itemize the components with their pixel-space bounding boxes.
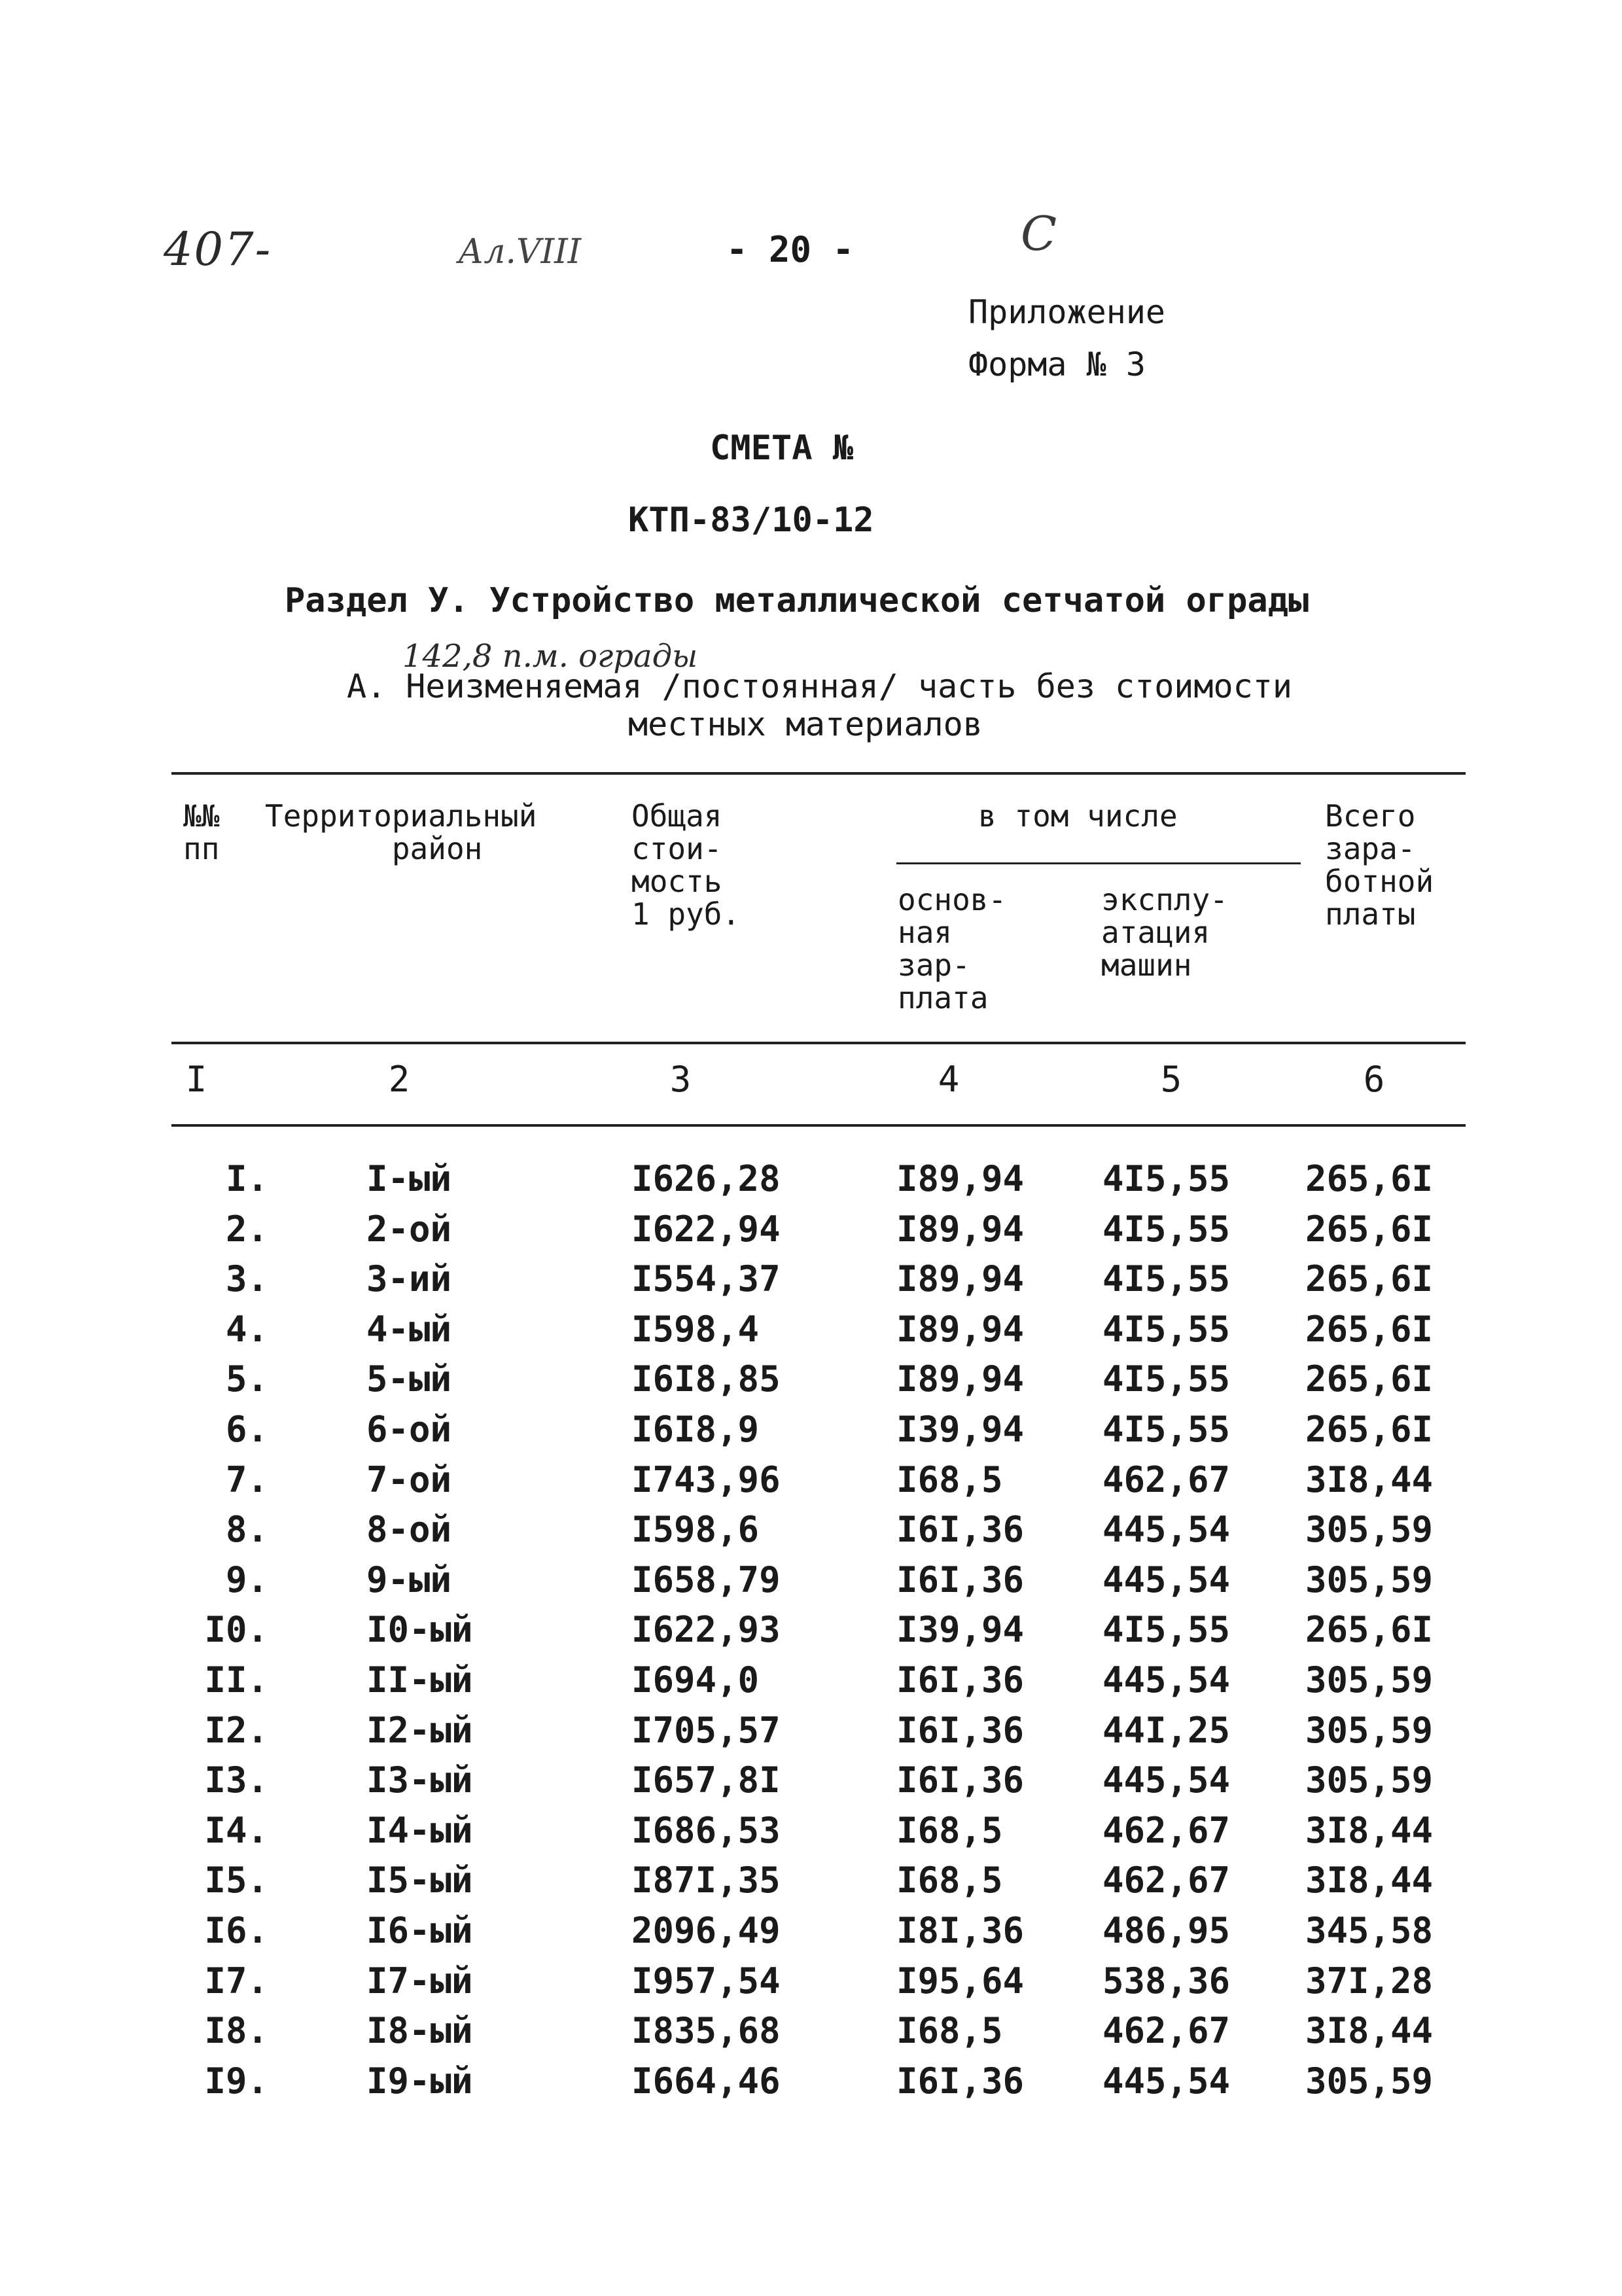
row-main-wage: I6I,36 — [896, 1709, 1025, 1751]
subtitle-line-2: местных материалов — [628, 705, 983, 743]
row-region: I8-ый — [366, 2010, 473, 2052]
row-machine-exploitation: 44I,25 — [1102, 1709, 1231, 1751]
row-total-wage: 305,59 — [1305, 1759, 1434, 1801]
table-row — [0, 2010, 1622, 2060]
handwritten-code-left: 407- — [164, 222, 272, 276]
row-main-wage: I68,5 — [896, 1458, 1003, 1500]
row-total-cost: I957,54 — [631, 1960, 781, 2002]
table-top-rule — [171, 772, 1466, 775]
column-number: 5 — [1160, 1059, 1182, 1100]
row-main-wage: I89,94 — [896, 1358, 1025, 1400]
handwritten-code-right: С — [1021, 206, 1057, 261]
row-main-wage: I8I,36 — [896, 1909, 1025, 1951]
page-number: - 20 - — [726, 229, 855, 270]
row-region: 9-ый — [366, 1559, 452, 1600]
row-total-cost: I87I,35 — [631, 1860, 781, 1901]
including-subheader-rule — [896, 862, 1301, 864]
row-number: 2. — [225, 1208, 268, 1250]
row-total-cost: I622,93 — [631, 1609, 781, 1651]
row-total-wage: 305,59 — [1305, 1509, 1434, 1551]
column-number: 4 — [938, 1059, 960, 1100]
row-total-cost: I657,8I — [631, 1759, 781, 1801]
header-including: в том числе — [978, 798, 1178, 834]
estimate-code: КТП-83/10-12 — [628, 501, 874, 540]
row-number: I2. — [204, 1709, 268, 1751]
header-row-number: №№ пп — [183, 798, 220, 866]
row-number: I4. — [204, 1809, 268, 1851]
table-row — [0, 1910, 1622, 1960]
row-total-cost: I554,37 — [631, 1258, 781, 1300]
row-main-wage: I39,94 — [896, 1408, 1025, 1450]
row-region: 3-ий — [366, 1258, 452, 1300]
row-region: 6-ой — [366, 1408, 452, 1450]
table-row — [0, 1559, 1622, 1610]
row-region: II-ый — [366, 1659, 473, 1701]
row-total-wage: 3I8,44 — [1305, 1860, 1434, 1901]
header-total-wage: Всего зара- ботной платы — [1325, 798, 1434, 932]
row-main-wage: I6I,36 — [896, 1559, 1025, 1600]
row-number: I9. — [204, 2060, 268, 2102]
row-machine-exploitation: 462,67 — [1102, 1860, 1231, 1901]
row-region: 4-ый — [366, 1308, 452, 1350]
column-number: 6 — [1363, 1059, 1385, 1100]
row-total-wage: 265,6I — [1305, 1358, 1434, 1400]
row-total-cost: I622,94 — [631, 1208, 781, 1250]
table-row — [0, 1509, 1622, 1559]
table-row — [0, 2060, 1622, 2111]
row-number: I0. — [204, 1609, 268, 1651]
row-total-cost: I743,96 — [631, 1458, 781, 1500]
row-region: I5-ый — [366, 1860, 473, 1901]
row-total-cost: I686,53 — [631, 1809, 781, 1851]
row-total-cost: I658,79 — [631, 1559, 781, 1600]
section-title: Раздел У. Устройство металлической сетчатой ограды — [285, 581, 1309, 620]
table-row — [0, 1960, 1622, 2011]
row-total-cost: I705,57 — [631, 1709, 781, 1751]
row-number: 5. — [225, 1358, 268, 1400]
row-total-wage: 3I8,44 — [1305, 1458, 1434, 1500]
row-main-wage: I68,5 — [896, 1860, 1003, 1901]
handwritten-note: 142,8 п.м. ограды — [402, 638, 698, 675]
row-region: 2-ой — [366, 1208, 452, 1250]
row-machine-exploitation: 445,54 — [1102, 1509, 1231, 1551]
row-machine-exploitation: 4I5,55 — [1102, 1158, 1231, 1199]
column-number: 2 — [388, 1059, 410, 1100]
row-region: I-ый — [366, 1158, 452, 1199]
row-total-wage: 265,6I — [1305, 1308, 1434, 1350]
row-total-cost: I598,4 — [631, 1308, 760, 1350]
estimate-title: СМЕТА № — [710, 429, 854, 468]
row-machine-exploitation: 4I5,55 — [1102, 1358, 1231, 1400]
column-number: 3 — [669, 1059, 692, 1100]
table-row — [0, 1710, 1622, 1760]
row-number: 4. — [225, 1308, 268, 1350]
row-region: I2-ый — [366, 1709, 473, 1751]
row-machine-exploitation: 445,54 — [1102, 1659, 1231, 1701]
row-machine-exploitation: 445,54 — [1102, 2060, 1231, 2102]
row-machine-exploitation: 4I5,55 — [1102, 1308, 1231, 1350]
row-number: 9. — [225, 1559, 268, 1600]
row-main-wage: I6I,36 — [896, 1759, 1025, 1801]
row-region: 5-ый — [366, 1358, 452, 1400]
row-total-cost: 2096,49 — [631, 1909, 781, 1951]
row-total-cost: I598,6 — [631, 1509, 760, 1551]
header-main-wage: основ- ная зар- плата — [898, 882, 1007, 1016]
row-main-wage: I6I,36 — [896, 2060, 1025, 2102]
row-total-wage: 265,6I — [1305, 1258, 1434, 1300]
subtitle-line-1: А. Неизменяемая /постоянная/ часть без стоимости — [347, 667, 1292, 705]
header-total-cost: Общая стои- мость 1 руб. — [631, 798, 741, 932]
row-total-wage: 265,6I — [1305, 1408, 1434, 1450]
row-main-wage: I89,94 — [896, 1208, 1025, 1250]
row-machine-exploitation: 486,95 — [1102, 1909, 1231, 1951]
table-row — [0, 1860, 1622, 1910]
row-number: 6. — [225, 1408, 268, 1450]
row-number: II. — [204, 1659, 268, 1701]
row-machine-exploitation: 445,54 — [1102, 1759, 1231, 1801]
row-main-wage: I68,5 — [896, 1809, 1003, 1851]
row-region: I3-ый — [366, 1759, 473, 1801]
handwritten-album: Ал.VIII — [458, 232, 582, 272]
table-body — [0, 1158, 1622, 2110]
row-total-cost: I694,0 — [631, 1659, 760, 1701]
table-row — [0, 1309, 1622, 1359]
row-region: I6-ый — [366, 1909, 473, 1951]
row-main-wage: I89,94 — [896, 1258, 1025, 1300]
appendix-label: Приложение — [968, 293, 1166, 331]
table-row — [0, 1409, 1622, 1459]
row-machine-exploitation: 462,67 — [1102, 1458, 1231, 1500]
row-main-wage: I39,94 — [896, 1609, 1025, 1651]
form-number: Форма № 3 — [968, 345, 1146, 383]
row-total-cost: I664,46 — [631, 2060, 781, 2102]
row-total-cost: I6I8,85 — [631, 1358, 781, 1400]
row-total-cost: I626,28 — [631, 1158, 781, 1199]
table-row — [0, 1258, 1622, 1309]
row-region: 7-ой — [366, 1458, 452, 1500]
row-total-wage: 3I8,44 — [1305, 1809, 1434, 1851]
row-number: 3. — [225, 1258, 268, 1300]
row-machine-exploitation: 462,67 — [1102, 1809, 1231, 1851]
row-number: I6. — [204, 1909, 268, 1951]
column-numbers-rule — [171, 1124, 1466, 1127]
table-row — [0, 1659, 1622, 1710]
column-number: I — [185, 1059, 207, 1100]
row-machine-exploitation: 4I5,55 — [1102, 1258, 1231, 1300]
row-number: 8. — [225, 1509, 268, 1551]
row-machine-exploitation: 462,67 — [1102, 2010, 1231, 2052]
row-main-wage: I68,5 — [896, 2010, 1003, 2052]
row-main-wage: I95,64 — [896, 1960, 1025, 2002]
table-header-rule — [171, 1042, 1466, 1044]
row-total-cost: I6I8,9 — [631, 1408, 760, 1450]
header-machine-exploitation: эксплу- атация машин — [1101, 882, 1228, 983]
table-row — [0, 1609, 1622, 1659]
table-row — [0, 1158, 1622, 1209]
row-machine-exploitation: 538,36 — [1102, 1960, 1231, 2002]
row-total-wage: 265,6I — [1305, 1158, 1434, 1199]
table-row — [0, 1459, 1622, 1510]
row-total-wage: 3I8,44 — [1305, 2010, 1434, 2052]
row-machine-exploitation: 4I5,55 — [1102, 1609, 1231, 1651]
row-main-wage: I6I,36 — [896, 1659, 1025, 1701]
row-total-wage: 345,58 — [1305, 1909, 1434, 1951]
row-total-wage: 305,59 — [1305, 1559, 1434, 1600]
row-number: I8. — [204, 2010, 268, 2052]
table-row — [0, 1810, 1622, 1860]
row-machine-exploitation: 4I5,55 — [1102, 1408, 1231, 1450]
row-machine-exploitation: 4I5,55 — [1102, 1208, 1231, 1250]
row-main-wage: I89,94 — [896, 1158, 1025, 1199]
row-number: I5. — [204, 1860, 268, 1901]
row-machine-exploitation: 445,54 — [1102, 1559, 1231, 1600]
row-number: I7. — [204, 1960, 268, 2002]
row-total-wage: 265,6I — [1305, 1208, 1434, 1250]
row-total-wage: 305,59 — [1305, 2060, 1434, 2102]
row-region: I7-ый — [366, 1960, 473, 2002]
row-main-wage: I89,94 — [896, 1308, 1025, 1350]
row-main-wage: I6I,36 — [896, 1509, 1025, 1551]
row-total-wage: 305,59 — [1305, 1659, 1434, 1701]
row-region: I9-ый — [366, 2060, 473, 2102]
row-number: 7. — [225, 1458, 268, 1500]
row-region: I4-ый — [366, 1809, 473, 1851]
table-row — [0, 1759, 1622, 1810]
row-number: I3. — [204, 1759, 268, 1801]
row-total-cost: I835,68 — [631, 2010, 781, 2052]
row-region: I0-ый — [366, 1609, 473, 1651]
table-row — [0, 1358, 1622, 1409]
header-territory: Территориальный район — [265, 798, 537, 866]
row-total-wage: 265,6I — [1305, 1609, 1434, 1651]
row-total-wage: 305,59 — [1305, 1709, 1434, 1751]
row-region: 8-ой — [366, 1509, 452, 1551]
table-row — [0, 1209, 1622, 1259]
row-total-wage: 37I,28 — [1305, 1960, 1434, 2002]
row-number: I. — [225, 1158, 268, 1199]
